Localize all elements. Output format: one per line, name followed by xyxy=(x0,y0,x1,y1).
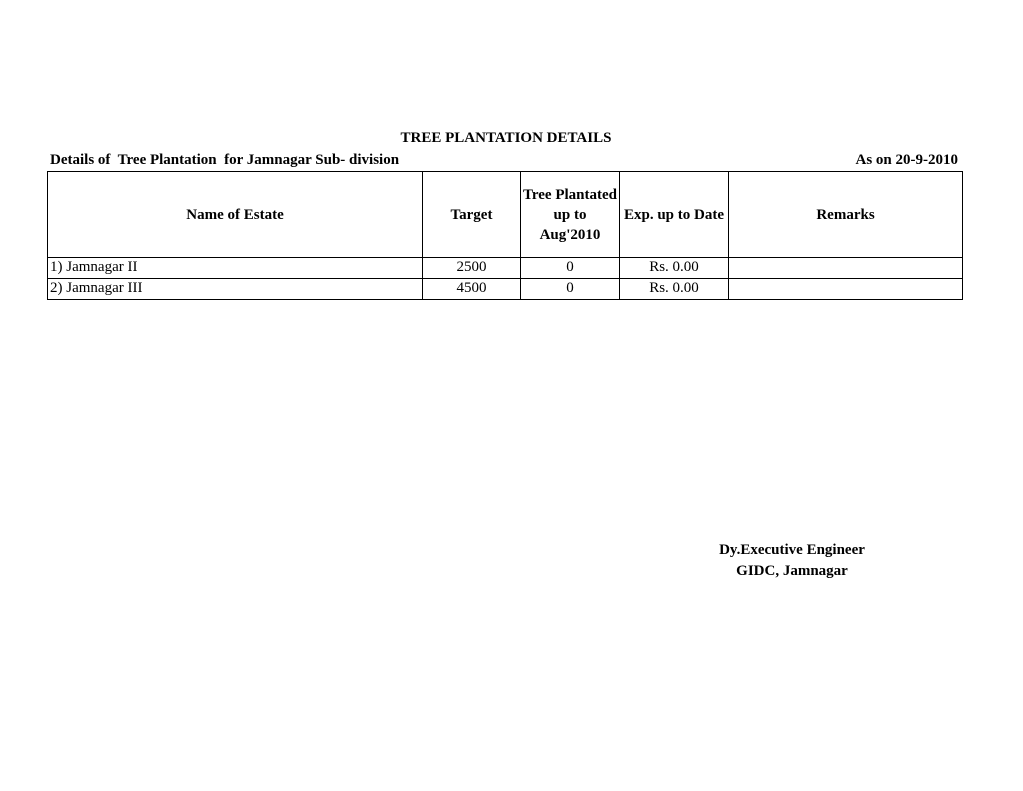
cell-remarks xyxy=(729,279,963,300)
document-subtitle: Details of Tree Plantation for Jamnagar Sub- division xyxy=(50,152,400,168)
as-on-date: As on 20-9-2010 xyxy=(855,152,958,168)
header-tree-planted: Tree Plantated up to Aug'2010 xyxy=(521,172,620,258)
cell-target: 4500 xyxy=(423,279,521,300)
cell-estate-name: 1) Jamnagar II xyxy=(48,258,423,279)
table-row xyxy=(48,279,963,300)
cell-planted: 0 xyxy=(521,279,620,300)
header-expenditure: Exp. up to Date xyxy=(620,172,729,258)
header-name-of-estate: Name of Estate xyxy=(48,172,423,258)
signature-office: GIDC, Jamnagar xyxy=(736,563,848,579)
table-row xyxy=(48,258,963,279)
plantation-table xyxy=(47,171,963,300)
cell-expenditure: Rs. 0.00 xyxy=(620,258,729,279)
document-title: TREE PLANTATION DETAILS xyxy=(400,130,612,146)
cell-expenditure: Rs. 0.00 xyxy=(620,279,729,300)
signature-designation: Dy.Executive Engineer xyxy=(719,542,865,558)
cell-planted: 0 xyxy=(521,258,620,279)
header-remarks: Remarks xyxy=(729,172,963,258)
header-target: Target xyxy=(423,172,521,258)
cell-remarks xyxy=(729,258,963,279)
cell-estate-name: 2) Jamnagar III xyxy=(48,279,423,300)
table-header-row xyxy=(48,172,963,258)
signature-block xyxy=(692,540,892,582)
cell-target: 2500 xyxy=(423,258,521,279)
